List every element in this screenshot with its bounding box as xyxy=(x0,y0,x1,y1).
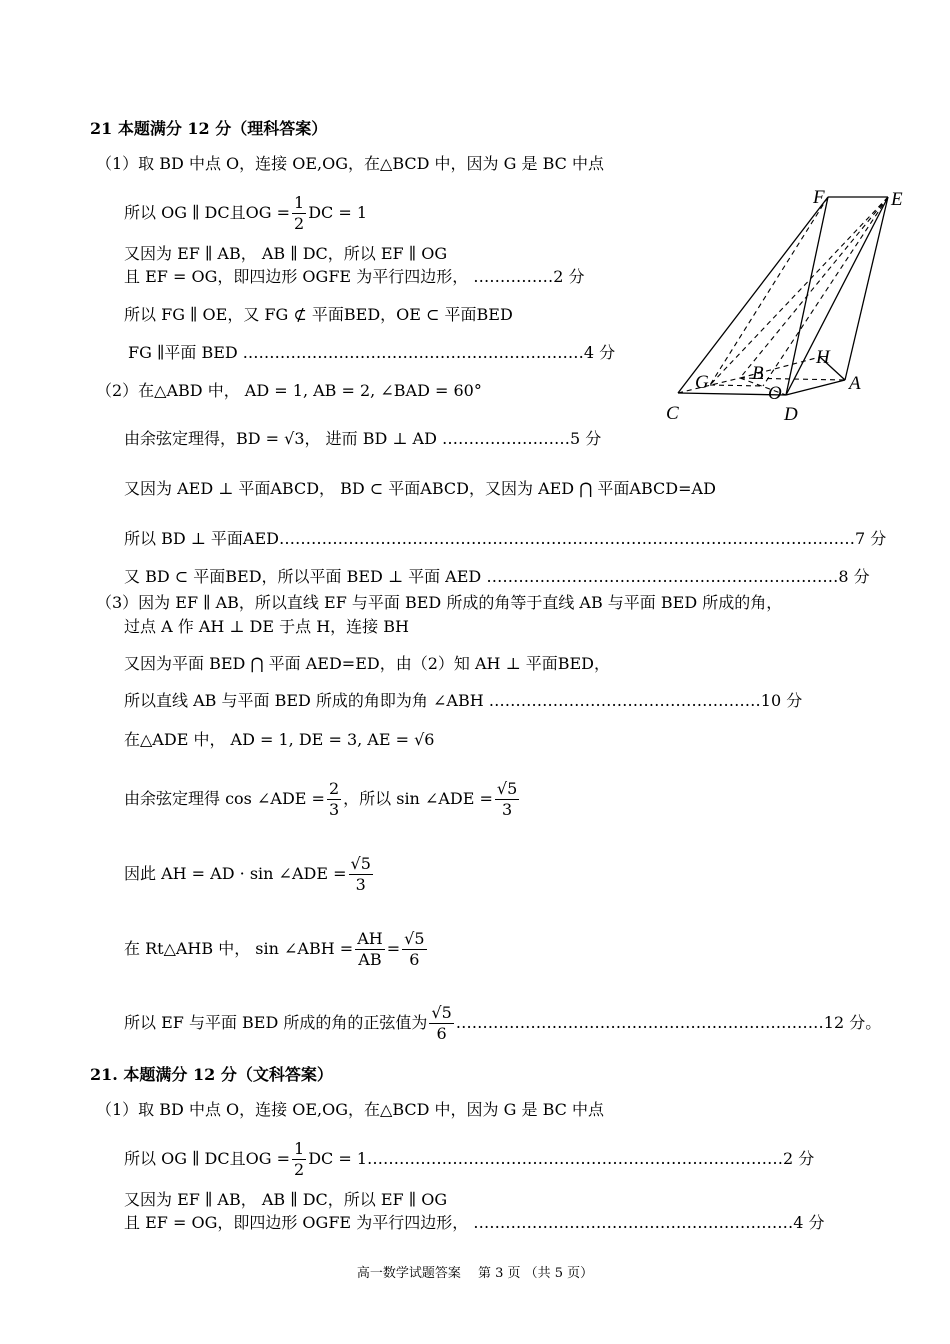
text-line: 所以 FG ∥ OE，又 FG ⊄ 平面BED，OE ⊂ 平面BED xyxy=(124,305,513,324)
formula-line xyxy=(124,929,429,970)
page-footer: 高一数学试题答案 第 3 页 （共 5 页） xyxy=(356,1266,594,1281)
formula-text: = xyxy=(386,939,401,958)
fraction-denominator: 3 xyxy=(328,800,340,819)
fraction-denominator: 2 xyxy=(294,214,305,233)
fraction-numerator: 1 xyxy=(294,193,305,212)
text-line: 过点 A 作 AH ⊥ DE 于点 H，连接 BH xyxy=(124,617,409,636)
label-O: O xyxy=(768,383,782,404)
formula-text: 在 Rt△AHB 中， sin ∠ABH = xyxy=(124,939,354,958)
formula-line xyxy=(124,193,367,234)
edge-EB xyxy=(740,197,888,378)
fraction xyxy=(327,779,341,820)
text-line: 又因为 AED ⊥ 平面ABCD， BD ⊂ 平面ABCD，又因为 AED ⋂ 平面ABCD=AD xyxy=(124,479,716,498)
edge-GO xyxy=(710,385,763,386)
edge-EG xyxy=(710,197,888,385)
text-line: 又 BD ⊂ 平面BED，所以平面 BED ⊥ 平面 AED …………………………………………………………8 分 xyxy=(124,567,870,586)
edge-DA xyxy=(786,380,845,395)
fraction-denominator: 6 xyxy=(436,1024,447,1043)
edge-FG xyxy=(710,197,828,385)
fraction-numerator: 2 xyxy=(328,779,340,798)
fraction xyxy=(292,1139,306,1180)
text-line: 21. 本题满分 12 分（文科答案） xyxy=(90,1065,333,1084)
label-D: D xyxy=(784,404,798,425)
text-line: （1）取 BD 中点 O，连接 OE,OG，在△BCD 中，因为 G 是 BC 中点 xyxy=(96,154,604,173)
text-line: （3）因为 EF ∥ AB，所以直线 EF 与平面 BED 所成的角等于直线 AB 与平面 BED 所成的角， xyxy=(96,593,783,612)
formula-text: ……………………………………………………………12 分。 xyxy=(455,1013,882,1032)
fraction xyxy=(349,854,373,895)
fraction-denominator: 2 xyxy=(294,1160,305,1179)
fraction-denominator: AB xyxy=(358,950,382,969)
text-line: 且 EF = OG，即四边形 OGFE 为平行四边形， ……………2 分 xyxy=(124,267,585,286)
text-line: 又因为 EF ∥ AB， AB ∥ DC，所以 EF ∥ OG xyxy=(124,1190,448,1209)
formula-line xyxy=(124,779,521,820)
text-line: 在△ADE 中， AD = 1, DE = 3, AE = √6 xyxy=(124,730,435,749)
label-H: H xyxy=(816,347,830,368)
fraction-denominator: 6 xyxy=(409,950,420,969)
text-line: 且 EF = OG，即四边形 OGFE 为平行四边形， ……………………………………………………4 分 xyxy=(124,1213,825,1232)
fraction xyxy=(355,929,385,970)
text-line: 21 本题满分 12 分（理科答案） xyxy=(90,119,328,138)
formula-text: 所以 OG ∥ DC且OG = xyxy=(124,1149,291,1168)
formula-text: DC = 1 xyxy=(308,203,368,222)
label-E: E xyxy=(891,189,903,210)
label-B: B xyxy=(752,363,764,384)
label-A: A xyxy=(849,373,861,394)
text-line: （1）取 BD 中点 O，连接 OE,OG，在△BCD 中，因为 G 是 BC 中点 xyxy=(96,1100,604,1119)
formula-line xyxy=(124,854,375,895)
formula-text: 所以 OG ∥ DC且OG = xyxy=(124,203,291,222)
label-C: C xyxy=(666,403,679,424)
text-line: 又因为 EF ∥ AB， AB ∥ DC，所以 EF ∥ OG xyxy=(124,244,448,263)
text-line: 所以直线 AB 与平面 BED 所成的角即为角 ∠ABH ……………………………………………10 分 xyxy=(124,691,803,710)
fraction-numerator: AH xyxy=(357,929,383,948)
fraction-denominator: 3 xyxy=(355,875,366,894)
formula-line xyxy=(124,1139,814,1180)
formula-text: 所以 EF 与平面 BED 所成的角的正弦值为 xyxy=(124,1013,428,1032)
text-line: 又因为平面 BED ⋂ 平面 AED=ED，由（2）知 AH ⊥ 平面BED， xyxy=(124,654,610,673)
fraction xyxy=(292,193,306,234)
formula-text: ，所以 sin ∠ADE = xyxy=(343,789,493,808)
edge-EA xyxy=(845,197,888,380)
fraction-numerator: √5 xyxy=(431,1003,452,1022)
fraction-numerator: 1 xyxy=(294,1139,305,1158)
fraction-denominator: 3 xyxy=(502,800,513,819)
fraction-numerator: √5 xyxy=(404,929,425,948)
fraction xyxy=(429,1003,453,1044)
formula-text: 由余弦定理得 cos ∠ADE = xyxy=(124,789,325,808)
text-line: FG ∥平面 BED .………………………………………………………4 分 xyxy=(128,343,616,362)
formula-text: DC = 1……………………………………………………………………2 分 xyxy=(308,1149,815,1168)
label-F: F xyxy=(813,187,825,208)
formula-line xyxy=(124,1003,881,1044)
geometry-figure xyxy=(660,185,920,430)
fraction-numerator: √5 xyxy=(350,854,371,873)
edge-ED xyxy=(786,197,888,395)
text-line: （2）在△ABD 中， AD = 1, AB = 2, ∠BAD = 60° xyxy=(96,381,482,400)
fraction xyxy=(495,779,519,820)
fraction-numerator: √5 xyxy=(496,779,518,798)
text-line: 由余弦定理得，BD = √3， 进而 BD ⊥ AD ……………………5 分 xyxy=(124,429,602,448)
text-line: 所以 BD ⊥ 平面AED………………………………………………………………………………………………7 分 xyxy=(124,529,887,548)
label-G: G xyxy=(695,372,709,393)
fraction xyxy=(402,929,426,970)
formula-text: 因此 AH = AD · sin ∠ADE = xyxy=(124,864,347,883)
